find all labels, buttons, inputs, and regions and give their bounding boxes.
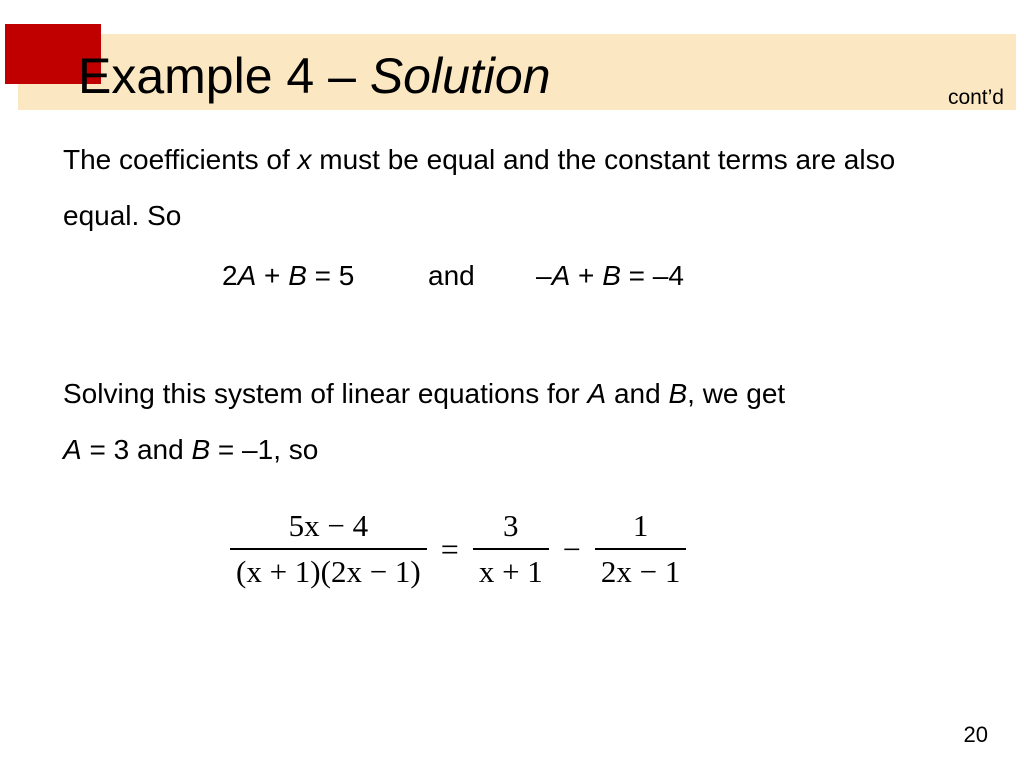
variable-b: B <box>668 378 688 409</box>
fraction-denominator: 2x − 1 <box>600 554 681 589</box>
term2-fraction <box>595 508 686 590</box>
text-segment: = 3 and <box>81 434 192 465</box>
title-main: Example 4 – <box>78 48 370 104</box>
eq-op: + <box>570 260 603 291</box>
eq-rest: = –4 <box>620 260 684 291</box>
fraction-numerator: 5x − 4 <box>288 508 369 543</box>
variable-x: x <box>297 144 312 175</box>
text-segment: must be equal and the constant terms are also equal. So <box>63 144 896 231</box>
eq-var: B <box>602 260 621 291</box>
and-word: and <box>428 260 475 291</box>
variable-a: A <box>63 434 82 465</box>
equation-2 <box>536 256 684 296</box>
text-segment: , we get <box>687 378 786 409</box>
minus-sign: − <box>562 530 581 567</box>
term1-fraction <box>473 508 549 590</box>
variable-b: B <box>191 434 211 465</box>
page-number: 20 <box>963 722 988 747</box>
partial-fraction-formula <box>222 508 694 590</box>
eq-var: B <box>288 260 307 291</box>
text-segment: and <box>606 378 669 409</box>
fraction-denominator: x + 1 <box>478 554 543 589</box>
text-segment: = –1, so <box>210 434 319 465</box>
eq-coef: 2 <box>222 260 238 291</box>
variable-a: A <box>587 378 607 409</box>
paragraph-solving <box>63 366 963 478</box>
eq-rest: = 5 <box>306 260 355 291</box>
slide-title <box>78 46 551 106</box>
title-italic: Solution <box>369 48 551 104</box>
eq-neg: – <box>536 260 552 291</box>
equation-1 <box>222 256 354 296</box>
eq-var: A <box>237 260 257 291</box>
fraction-numerator: 3 <box>503 508 519 543</box>
fraction-numerator: 1 <box>632 508 649 543</box>
text-segment: Solving this system of linear equations for <box>63 378 588 409</box>
eq-var: A <box>551 260 571 291</box>
eq-op: + <box>256 260 289 291</box>
text-segment: The coefficients of <box>63 144 298 175</box>
contd-label: cont’d <box>947 86 1004 109</box>
fraction-denominator: (x + 1)(2x − 1) <box>236 554 421 589</box>
equals-sign: = <box>440 530 459 567</box>
paragraph-coefficients <box>63 132 963 244</box>
lhs-fraction <box>230 508 427 590</box>
